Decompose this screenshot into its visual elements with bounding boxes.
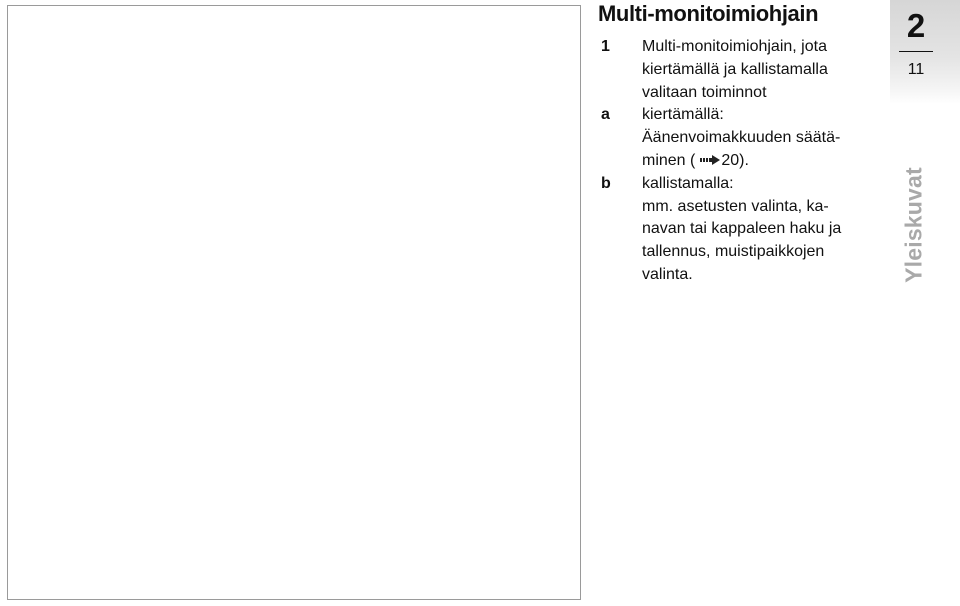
chapter-tab <box>890 0 960 104</box>
item-text <box>642 104 888 172</box>
page-number: 11 <box>907 61 925 78</box>
page-title: Multi-monitoimiohjain <box>598 1 819 26</box>
illustration-frame <box>7 5 581 600</box>
item-key: a <box>601 106 610 124</box>
list-item <box>598 36 888 104</box>
item-list <box>598 36 888 287</box>
list-item <box>598 173 888 287</box>
item-text-part: kiertämällä: Äänenvoimakkuuden säätä- minen ( <box>642 106 841 169</box>
item-text: kallistamalla: mm. asetusten valinta, ka- navan tai kappaleen haku ja tallennus, muistipaikkojen valinta. <box>642 174 842 283</box>
arrow-reference-icon <box>700 155 720 165</box>
item-key: 1 <box>601 38 610 55</box>
item-key: b <box>601 174 611 192</box>
list-item <box>598 104 888 172</box>
section-label: Yleiskuvat <box>900 167 927 283</box>
chapter-divider <box>899 51 933 52</box>
item-text: Multi-monitoimiohjain, jota kiertämällä ja kallistamalla valitaan toiminnot <box>642 38 828 101</box>
chapter-number: 2 <box>906 7 926 44</box>
content-column <box>598 0 888 287</box>
item-text-ref: 20). <box>721 151 749 169</box>
